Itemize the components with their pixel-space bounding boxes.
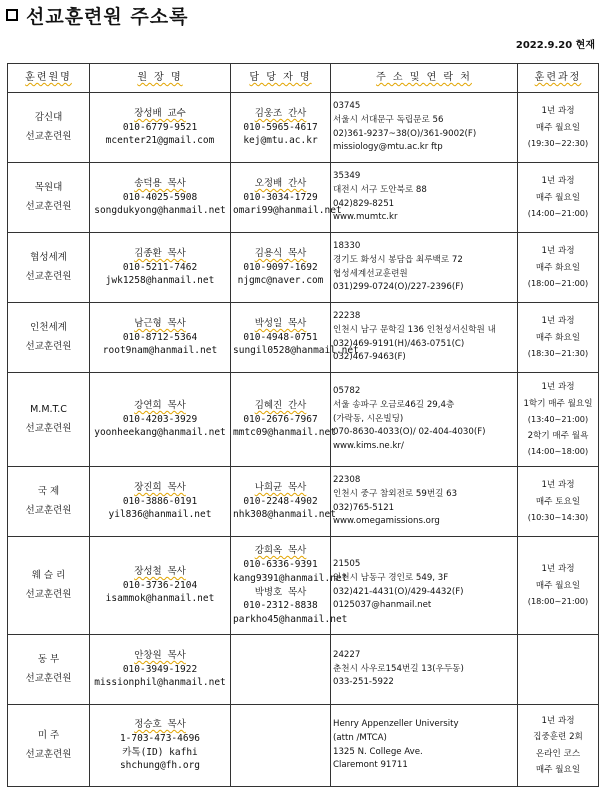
- address-line: 033-251-5922: [333, 677, 394, 688]
- address-line: 22308: [333, 475, 361, 485]
- contact-person-cell: [231, 705, 331, 787]
- center-name-line: 협성세계: [30, 252, 67, 264]
- director-line: songdukyong@hanmail.net: [94, 205, 226, 217]
- address-line: www.mumtc.kr: [333, 212, 398, 223]
- center-name-line: 선교훈련원: [25, 422, 72, 434]
- director-line: missionphil@hanmail.net: [94, 677, 226, 689]
- page-title-block: [6, 2, 188, 28]
- directory-table: [7, 63, 599, 787]
- address-cell: [331, 537, 518, 635]
- course-line: 온라인 코스: [535, 748, 581, 759]
- center-name-line: 선교훈련원: [25, 672, 72, 684]
- address-line: Henry Appenzeller University: [333, 719, 459, 729]
- address-line: (가락동, 시온빌딩): [333, 413, 404, 424]
- contact-person-line: 김혜진 간사: [254, 399, 307, 411]
- course-cell: [518, 467, 599, 537]
- director-line: 010-6779-9521: [122, 121, 198, 133]
- header-contact: [231, 64, 331, 93]
- center-name-line: 목원대: [34, 182, 63, 194]
- address-line: 24227: [333, 649, 361, 660]
- address-line: 032)467-9463(F): [333, 352, 406, 363]
- address-cell: [331, 93, 518, 163]
- center-name-line: M.M.T.C: [30, 404, 67, 416]
- address-line: 22238: [333, 311, 361, 321]
- course-line: 매주 화요일: [535, 262, 581, 273]
- center-name-line: 선교훈련원: [25, 504, 72, 516]
- address-cell: [331, 303, 518, 373]
- table-body: [8, 93, 599, 787]
- header-label: 훈련과정: [534, 71, 582, 83]
- address-line: 03745: [333, 101, 361, 111]
- address-cell: [331, 705, 518, 787]
- address-line: Claremont 91711: [333, 760, 408, 771]
- address-line: 032)421-4431(O)/429-4432(F): [333, 586, 464, 597]
- center-name-cell: [8, 467, 90, 537]
- course-line: 매주 월요일: [535, 122, 581, 133]
- table-row: [8, 93, 599, 163]
- director-line: jwk1258@hanmail.net: [105, 275, 215, 287]
- director-cell: [90, 233, 231, 303]
- contact-person-cell: [231, 635, 331, 705]
- contact-person-line: 010-5965-4617: [243, 121, 318, 133]
- course-line: 매주 월요일: [535, 764, 581, 775]
- director-line: yoonheekang@hanmail.net: [94, 427, 226, 439]
- table-row: [8, 303, 599, 373]
- course-line: (10:30~14:30): [527, 512, 589, 523]
- address-line: www.kims.ne.kr/: [333, 441, 404, 452]
- address-line: 05782: [333, 386, 361, 397]
- address-cell: [331, 163, 518, 233]
- center-name-line: 선교훈련원: [25, 200, 72, 212]
- address-line: www.omegamissions.org: [333, 516, 440, 527]
- center-name-line: 선교훈련원: [25, 270, 72, 282]
- director-line: 010-3886-0191: [122, 495, 198, 507]
- contact-person-cell: [231, 163, 342, 233]
- course-line: 매주 월요일: [535, 192, 581, 203]
- address-line: 35349: [333, 171, 361, 181]
- course-line: 1년 과정: [541, 382, 575, 393]
- address-line: 경기도 화성시 봉담읍 최루백로 72: [333, 254, 463, 265]
- header-label: 원 장 명: [137, 71, 183, 83]
- address-line: 춘천시 사우로154번길 13(우두동): [333, 663, 464, 674]
- director-line: 010-5211-7462: [122, 261, 198, 273]
- center-name-line: 국 제: [37, 486, 60, 498]
- table-row: [8, 705, 599, 787]
- address-cell: [331, 467, 518, 537]
- table-row: [8, 373, 599, 467]
- address-line: 18330: [333, 241, 361, 251]
- table-row: [8, 233, 599, 303]
- course-line: 1년 과정: [541, 246, 575, 257]
- director-line: 010-4025-5908: [122, 191, 198, 203]
- table-row: [8, 163, 599, 233]
- center-name-cell: [8, 163, 90, 233]
- center-name-line: 미 주: [37, 730, 60, 742]
- header-label: 훈련원명: [25, 71, 72, 83]
- header-label: 주 소 및 연 락 처: [376, 71, 472, 83]
- center-name-line: 선교훈련원: [25, 130, 72, 142]
- course-cell: [518, 163, 599, 233]
- center-name-cell: [8, 373, 90, 467]
- contact-person-line: 010-2676-7967: [243, 413, 318, 425]
- course-line: (14:00~18:00): [527, 445, 589, 456]
- director-line: 010-8712-5364: [122, 331, 198, 343]
- course-line: (18:30~21:30): [527, 348, 589, 359]
- address-line: 21505: [333, 559, 361, 569]
- contact-person-line: 010-9097-1692: [243, 261, 318, 273]
- header-label: 담 당 자 명: [249, 71, 312, 83]
- contact-person-cell: [231, 93, 331, 163]
- center-name-cell: [8, 93, 90, 163]
- director-line: 카톡(ID) kafhi: [122, 746, 198, 758]
- course-cell: [518, 705, 599, 787]
- contact-person-line: 박병호 목사: [254, 586, 307, 598]
- course-line: 1년 과정: [541, 176, 575, 187]
- director-cell: [90, 163, 231, 233]
- center-name-line: 선교훈련원: [25, 340, 72, 352]
- course-line: 집중훈련 2회: [533, 732, 583, 743]
- center-name-cell: [8, 233, 90, 303]
- course-line: 매주 월요일: [535, 580, 581, 591]
- director-line: mcenter21@gmail.com: [105, 135, 215, 147]
- table-row: [8, 467, 599, 537]
- center-name-line: 선교훈련원: [25, 748, 72, 760]
- contact-person-line: 오정배 간사: [254, 177, 307, 189]
- director-line: 1-703-473-4696: [119, 732, 201, 744]
- address-line: 032)765-5121: [333, 502, 395, 513]
- course-line: 1년 과정: [541, 316, 575, 327]
- director-cell: [90, 467, 231, 537]
- course-cell: [518, 635, 599, 705]
- center-name-line: 감신대: [34, 112, 63, 124]
- course-line: 1년 과정: [541, 106, 575, 117]
- center-name-cell: [8, 705, 90, 787]
- contact-person-line: 김용식 목사: [254, 247, 307, 259]
- address-line: 서울 송파구 오금로46길 29,4층: [333, 399, 455, 410]
- contact-person-line: njgmc@naver.com: [237, 275, 324, 287]
- center-name-cell: [8, 303, 90, 373]
- course-line: 1년 과정: [541, 480, 575, 491]
- course-line: (18:00~21:00): [527, 596, 589, 607]
- director-line: 010-4203-3929: [122, 413, 198, 425]
- address-line: 0125037@hanmail.net: [333, 600, 432, 611]
- table-row: [8, 635, 599, 705]
- director-line: 안창원 목사: [134, 649, 186, 661]
- address-line: 031)299-0724(O)/227-2396(F): [333, 282, 464, 293]
- address-line: 인천시 남동구 경인로 549, 3F: [333, 572, 449, 583]
- contact-person-line: 010-2248-4902: [243, 495, 318, 507]
- course-line: (13:40~21:00): [527, 414, 589, 425]
- contact-person-line: 김웅조 간사: [254, 107, 307, 119]
- course-line: 매주 토요일: [535, 496, 581, 507]
- address-line: 1325 N. College Ave.: [333, 746, 423, 757]
- director-line: 장성철 목사: [134, 565, 186, 577]
- contact-person-cell: [231, 373, 336, 467]
- course-cell: [518, 93, 599, 163]
- director-line: root9nam@hanmail.net: [102, 345, 218, 357]
- director-line: 장성배 교수: [134, 107, 186, 119]
- address-line: 인천시 남구 문학길 136 인천성서신학원 내: [333, 324, 496, 335]
- director-cell: [90, 537, 231, 635]
- center-name-cell: [8, 635, 90, 705]
- address-cell: [331, 373, 518, 467]
- contact-person-line: sungil0528@hanmail.net: [233, 345, 359, 357]
- header-director: [90, 64, 231, 93]
- address-line: missiology@mtu.ac.kr ftp: [333, 142, 443, 153]
- contact-person-line: omari99@hanmail.net: [233, 205, 342, 217]
- contact-person-cell: [231, 233, 331, 303]
- address-cell: [331, 635, 518, 705]
- address-line: 인천시 중구 참외전로 59번길 63: [333, 488, 458, 499]
- director-line: shchung@fh.org: [119, 760, 201, 772]
- address-line: 042)829-8251: [333, 198, 395, 209]
- course-line: (18:00~21:00): [527, 278, 589, 289]
- page-title: 선교훈련원 주소록: [26, 5, 189, 28]
- contact-person-line: 강희옥 목사: [254, 545, 307, 557]
- course-cell: [518, 373, 599, 467]
- contact-person-line: 010-6336-9391: [243, 558, 318, 570]
- director-line: 김종환 목사: [134, 247, 186, 259]
- contact-person-line: 010-4948-0751: [243, 331, 318, 343]
- course-line: 1년 과정: [541, 564, 575, 575]
- contact-person-cell: [231, 467, 336, 537]
- contact-person-line: kang9391@hanmail.net: [233, 572, 348, 584]
- director-cell: [90, 705, 231, 787]
- director-line: 정승호 목사: [134, 718, 186, 730]
- table-row: [8, 537, 599, 635]
- director-line: isammok@hanmail.net: [105, 593, 215, 605]
- course-line: (14:00~21:00): [527, 208, 589, 219]
- center-name-line: 선교훈련원: [25, 588, 72, 600]
- director-line: 강연희 목사: [134, 399, 186, 411]
- address-line: 대전시 서구 도안북로 88: [333, 184, 427, 195]
- header-center-name: [8, 64, 90, 93]
- contact-person-line: mmtc09@hanmail.net: [233, 427, 336, 439]
- center-name-line: 웨 슬 리: [31, 570, 66, 582]
- address-line: 서울시 서대문구 독립문로 56: [333, 114, 444, 125]
- header-row: [8, 64, 599, 93]
- center-name-cell: [8, 537, 90, 635]
- address-line: 02)361-9237~38(O)/361-9002(F): [333, 128, 477, 139]
- contact-person-line: 박성일 목사: [254, 317, 307, 329]
- director-line: 장진희 목사: [134, 481, 186, 493]
- address-line: 070-8630-4033(O)/ 02-404-4030(F): [333, 427, 486, 438]
- contact-person-line: kej@mtu.ac.kr: [243, 135, 318, 147]
- director-line: 송덕용 목사: [134, 177, 186, 189]
- director-cell: [90, 373, 231, 467]
- director-line: 남근형 목사: [134, 317, 186, 329]
- address-line: 032)469-9191(H)/463-0751(C): [333, 338, 465, 349]
- square-bullet-icon: [6, 9, 18, 21]
- course-line: (19:30~22:30): [527, 138, 589, 149]
- contact-person-line: nhk308@hanmail.net: [233, 509, 336, 521]
- director-line: yil836@hanmail.net: [108, 509, 212, 521]
- course-cell: [518, 537, 599, 635]
- director-line: 010-3736-2104: [122, 579, 198, 591]
- contact-person-line: 010-2312-8838: [243, 600, 318, 612]
- director-line: 010-3949-1922: [122, 663, 198, 675]
- address-cell: [331, 233, 518, 303]
- contact-person-line: parkho45@hanmail.net: [233, 614, 348, 626]
- center-name-line: 동 부: [37, 654, 60, 666]
- course-line: 1년 과정: [541, 715, 575, 726]
- header-course: [518, 64, 599, 93]
- course-cell: [518, 233, 599, 303]
- address-line: (attn /MTCA): [333, 732, 387, 743]
- address-line: 협성세계선교훈련원: [333, 268, 408, 279]
- course-cell: [518, 303, 599, 373]
- as-of-date: 2022.9.20 현재: [515, 40, 595, 51]
- director-cell: [90, 93, 231, 163]
- course-line: 1학기 매주 월요일: [523, 398, 593, 409]
- course-line: 매주 화요일: [535, 332, 581, 343]
- contact-person-line: 010-3034-1729: [243, 191, 318, 203]
- header-address: [331, 64, 518, 93]
- contact-person-line: 나희균 목사: [254, 481, 307, 493]
- course-line: 2학기 매주 월욕: [527, 430, 589, 441]
- director-cell: [90, 635, 231, 705]
- center-name-line: 인천세계: [30, 322, 67, 334]
- director-cell: [90, 303, 231, 373]
